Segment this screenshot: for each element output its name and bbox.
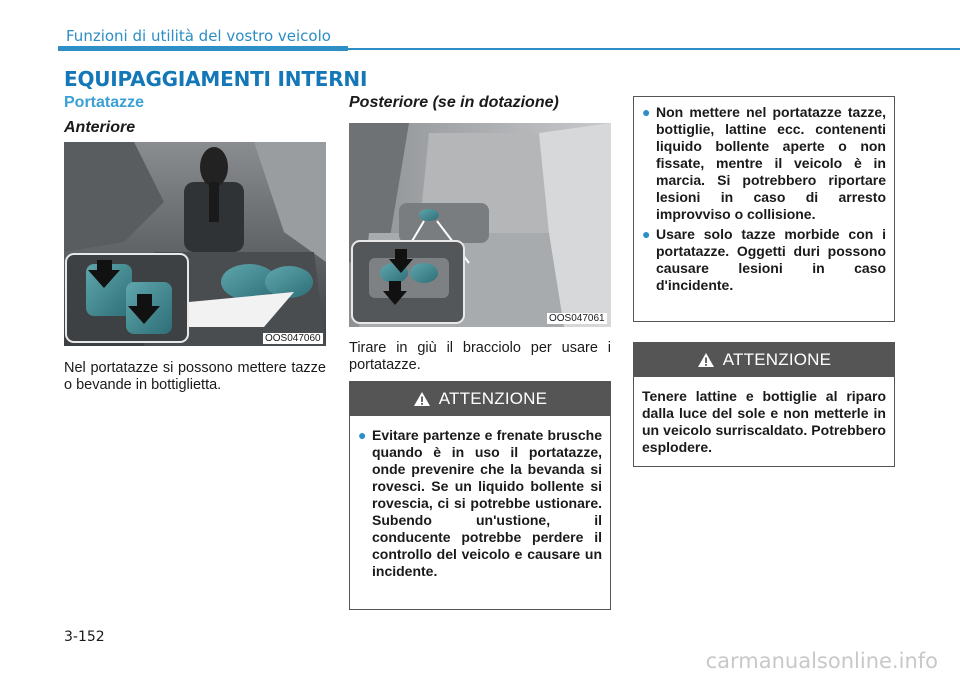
warning-header	[350, 382, 610, 416]
bullet-icon: ●	[642, 104, 651, 120]
page-number: 3-152	[64, 629, 105, 645]
warning-label: ATTENZIONE	[438, 389, 548, 408]
note-item: ● Usare solo tazze morbide con i portatazze. Oggetti duri possono causare lesioni in caso d'incidente.	[642, 226, 886, 293]
warning-box-right	[633, 342, 895, 467]
bullet-icon: ●	[358, 427, 367, 443]
bullet-icon: ●	[642, 226, 651, 242]
warning-header	[634, 343, 894, 377]
front-cupholder-photo	[64, 142, 326, 346]
rear-cupholder-photo	[349, 123, 611, 327]
front-text: Nel portatazze si possono mettere tazze o bevande in bottiglietta.	[64, 360, 326, 393]
warning-triangle-icon	[413, 391, 431, 407]
rear-heading: Posteriore (se in dotazione)	[349, 94, 559, 111]
warning-box-center	[349, 381, 611, 610]
front-heading: Anteriore	[64, 119, 136, 136]
rear-text: Tirare in giù il bracciolo per usare i portatazze.	[349, 340, 611, 373]
note-item: ● Non mettere nel portatazze tazze, bottiglie, lattine ecc. contenenti liquido bollente aperte o non fissate, mentre il veicolo è in marcia. Si potrebbero riportare lesioni in caso di arresto improvviso o collisione.	[642, 104, 886, 222]
warning-list-center	[350, 416, 610, 580]
warning-text-right: Tenere lattine e bottiglie al riparo dalla luce del sole e non metterle in un veicolo surriscaldato. Potrebbero esplodere.	[642, 388, 886, 455]
subsection-title: Portatazze	[64, 94, 145, 111]
warning-triangle-icon	[697, 352, 715, 368]
warning-label: ATTENZIONE	[722, 350, 832, 369]
notes-box-right	[633, 96, 895, 322]
front-photo-code: OOS047060	[265, 333, 321, 344]
section-title: EQUIPAGGIAMENTI INTERNI	[64, 67, 368, 91]
warning-item: ● Evitare partenze e frenate brusche quando è in uso il portatazze, onde prevenire che la bevanda si rovesci. Se un liquido bollente si rovescia, ci si potrebbe ustionare. Subendo un'ustione, il conducente potrebbe perdere il controllo del veicolo e causare un incidente.	[358, 427, 602, 579]
chapter-title: Funzioni di utilità del vostro veicolo	[66, 27, 331, 45]
notes-list-right	[634, 97, 894, 294]
header-rule-thick	[58, 46, 348, 51]
header-rule-thin	[348, 48, 960, 50]
rear-photo-code: OOS047061	[549, 313, 605, 324]
watermark: carmanualsonline.info	[705, 649, 938, 673]
